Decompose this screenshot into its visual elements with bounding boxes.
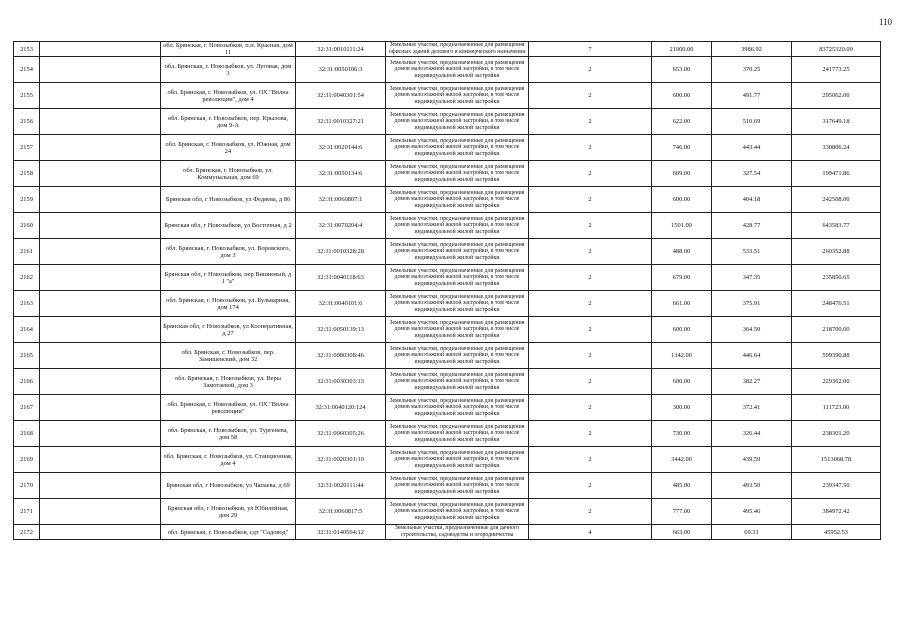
cadastral-number-cell: 32:31:0050134:6 bbox=[296, 161, 386, 187]
cadastral-number-cell: 32:31:0020301:10 bbox=[296, 447, 386, 473]
use-code-cell: 2 bbox=[529, 317, 652, 343]
use-code-cell: 7 bbox=[529, 42, 652, 57]
cadastral-number-cell: 32:31:0040118:63 bbox=[296, 265, 386, 291]
blank-cell bbox=[40, 473, 161, 499]
unit-value-cell: 493.50 bbox=[712, 473, 792, 499]
use-code-cell: 2 bbox=[529, 421, 652, 447]
address-cell: обл. Брянская, г. Новозыбков, пер. Крылова, дом 9-А bbox=[161, 109, 296, 135]
row-number-cell: 2156 bbox=[14, 109, 40, 135]
cadastral-value-cell: 317649.18 bbox=[792, 109, 881, 135]
row-number-cell: 2154 bbox=[14, 57, 40, 83]
cadastral-number-cell: 32:31:0060305:26 bbox=[296, 421, 386, 447]
address-cell: обл. Брянская, г. Новозыбков, ул. Веры Замотаевой, дом 3 bbox=[161, 369, 296, 395]
land-registry-table bbox=[13, 41, 881, 540]
address-cell: обл. Брянская, г. Новозыбков, ул. Бульварная, дом 174 bbox=[161, 291, 296, 317]
use-code-cell: 2 bbox=[529, 499, 652, 525]
cadastral-value-cell: 199471.86 bbox=[792, 161, 881, 187]
row-number-cell: 2161 bbox=[14, 239, 40, 265]
use-code-cell: 2 bbox=[529, 135, 652, 161]
blank-cell bbox=[40, 499, 161, 525]
area-cell: 777.00 bbox=[652, 499, 712, 525]
cadastral-number-cell: 32:31:0020144:6 bbox=[296, 135, 386, 161]
cadastral-value-cell: 260352.88 bbox=[792, 239, 881, 265]
cadastral-number-cell: 32:31:0060817:5 bbox=[296, 499, 386, 525]
cadastral-number-cell: 32:31:0040120:124 bbox=[296, 395, 386, 421]
row-number-cell: 2170 bbox=[14, 473, 40, 499]
table-row bbox=[14, 499, 881, 525]
cadastral-value-cell: 218700.00 bbox=[792, 317, 881, 343]
blank-cell bbox=[40, 135, 161, 161]
address-cell: обл. Брянская, г. Новозыбков, ул. ОХ "Волна революции" bbox=[161, 395, 296, 421]
blank-cell bbox=[40, 421, 161, 447]
page-number: 110 bbox=[878, 17, 892, 27]
area-cell: 746.00 bbox=[652, 135, 712, 161]
use-code-cell: 2 bbox=[529, 343, 652, 369]
use-code-cell: 2 bbox=[529, 395, 652, 421]
cadastral-number-cell: 32:31:0060807:1 bbox=[296, 187, 386, 213]
row-number-cell: 2167 bbox=[14, 395, 40, 421]
address-cell: обл. Брянская, г. Новозыбков, ул. Луговая, дом 3 bbox=[161, 57, 296, 83]
table-row bbox=[14, 525, 881, 540]
unit-value-cell: 533.51 bbox=[712, 239, 792, 265]
cadastral-number-cell: 32:31:0010111:24 bbox=[296, 42, 386, 57]
use-code-cell: 2 bbox=[529, 57, 652, 83]
unit-value-cell: 372.41 bbox=[712, 395, 792, 421]
use-code-cell: 2 bbox=[529, 83, 652, 109]
land-use-cell: Земельные участки, предназначенные для размещения домов малоэтажной жилой застройки, в том числе индивидуальной жилой застройки bbox=[386, 421, 529, 447]
land-use-cell: Земельные участки, предназначенные для размещения домов малоэтажной жилой застройки, в том числе индивидуальной жилой застройки bbox=[386, 447, 529, 473]
row-number-cell: 2160 bbox=[14, 213, 40, 239]
blank-cell bbox=[40, 343, 161, 369]
cadastral-value-cell: 248476.51 bbox=[792, 291, 881, 317]
address-cell: обл. Брянская, г. Новозыбков, ул. ОХ "Волна революции", дом 4 bbox=[161, 83, 296, 109]
unit-value-cell: 382.27 bbox=[712, 369, 792, 395]
unit-value-cell: 69.31 bbox=[712, 525, 792, 540]
area-cell: 21000.00 bbox=[652, 42, 712, 57]
blank-cell bbox=[40, 213, 161, 239]
blank-cell bbox=[40, 57, 161, 83]
unit-value-cell: 428.77 bbox=[712, 213, 792, 239]
land-use-cell: Земельные участки, предназначенные для размещения домов малоэтажной жилой застройки, в том числе индивидуальной жилой застройки bbox=[386, 135, 529, 161]
cadastral-value-cell: 242508.00 bbox=[792, 187, 881, 213]
land-use-cell: Земельные участки, предназначенные для размещения офисных зданий делового и коммерческого назначения bbox=[386, 42, 529, 57]
address-cell: обл. Брянская, г. Новозыбков, ул. Тургенева, дом 58 bbox=[161, 421, 296, 447]
area-cell: 600.00 bbox=[652, 369, 712, 395]
cadastral-number-cell: 32:31:0040301:54 bbox=[296, 83, 386, 109]
table-row bbox=[14, 291, 881, 317]
row-number-cell: 2159 bbox=[14, 187, 40, 213]
use-code-cell: 2 bbox=[529, 473, 652, 499]
cadastral-number-cell: 32:31:0030303:13 bbox=[296, 369, 386, 395]
row-number-cell: 2158 bbox=[14, 161, 40, 187]
land-use-cell: Земельные участки, предназначенные для размещения домов малоэтажной жилой застройки, в том числе индивидуальной жилой застройки bbox=[386, 83, 529, 109]
blank-cell bbox=[40, 447, 161, 473]
table-row bbox=[14, 135, 881, 161]
table-row bbox=[14, 317, 881, 343]
area-cell: 485.00 bbox=[652, 473, 712, 499]
blank-cell bbox=[40, 161, 161, 187]
area-cell: 663.00 bbox=[652, 525, 712, 540]
use-code-cell: 2 bbox=[529, 109, 652, 135]
area-cell: 661.00 bbox=[652, 291, 712, 317]
cadastral-value-cell: 239347.50 bbox=[792, 473, 881, 499]
cadastral-number-cell: 32:31:0050106:3 bbox=[296, 57, 386, 83]
area-cell: 622.00 bbox=[652, 109, 712, 135]
cadastral-value-cell: 238301.20 bbox=[792, 421, 881, 447]
use-code-cell: 2 bbox=[529, 369, 652, 395]
unit-value-cell: 375.91 bbox=[712, 291, 792, 317]
unit-value-cell: 510.69 bbox=[712, 109, 792, 135]
unit-value-cell: 439.59 bbox=[712, 447, 792, 473]
table-row bbox=[14, 343, 881, 369]
table-row bbox=[14, 369, 881, 395]
blank-cell bbox=[40, 239, 161, 265]
blank-cell bbox=[40, 265, 161, 291]
cadastral-number-cell: 32:31:0070204:4 bbox=[296, 213, 386, 239]
unit-value-cell: 364.50 bbox=[712, 317, 792, 343]
land-use-cell: Земельные участки, предназначенные для размещения домов малоэтажной жилой застройки, в том числе индивидуальной жилой застройки bbox=[386, 343, 529, 369]
land-use-cell: Земельные участки, предназначенные для размещения домов малоэтажной жилой застройки, в том числе индивидуальной жилой застройки bbox=[386, 499, 529, 525]
land-use-cell: Земельные участки, предназначенные для размещения домов малоэтажной жилой застройки, в том числе индивидуальной жилой застройки bbox=[386, 239, 529, 265]
address-cell: Брянская обл, г Новозыбков, ул Юбилейная, дом 29 bbox=[161, 499, 296, 525]
row-number-cell: 2171 bbox=[14, 499, 40, 525]
blank-cell bbox=[40, 83, 161, 109]
unit-value-cell: 326.44 bbox=[712, 421, 792, 447]
table-row bbox=[14, 421, 881, 447]
area-cell: 1342.00 bbox=[652, 343, 712, 369]
land-use-cell: Земельные участки, предназначенные для размещения домов малоэтажной жилой застройки, в том числе индивидуальной жилой застройки bbox=[386, 473, 529, 499]
table-body bbox=[14, 42, 881, 540]
cadastral-number-cell: 32:31:0020111:44 bbox=[296, 473, 386, 499]
table-row bbox=[14, 395, 881, 421]
unit-value-cell: 495.46 bbox=[712, 499, 792, 525]
area-cell: 1501.00 bbox=[652, 213, 712, 239]
cadastral-value-cell: 1513068.78 bbox=[792, 447, 881, 473]
row-number-cell: 2172 bbox=[14, 525, 40, 540]
blank-cell bbox=[40, 317, 161, 343]
area-cell: 600.00 bbox=[652, 317, 712, 343]
area-cell: 679.00 bbox=[652, 265, 712, 291]
cadastral-number-cell: 32:31:0040101:6 bbox=[296, 291, 386, 317]
use-code-cell: 2 bbox=[529, 447, 652, 473]
use-code-cell: 2 bbox=[529, 265, 652, 291]
area-cell: 609.00 bbox=[652, 161, 712, 187]
table-row bbox=[14, 42, 881, 57]
blank-cell bbox=[40, 525, 161, 540]
table-row bbox=[14, 447, 881, 473]
cadastral-number-cell: 32:31:0050139:13 bbox=[296, 317, 386, 343]
address-cell: Брянская обл, г Новозыбков, ул Чапаева, д 69 bbox=[161, 473, 296, 499]
cadastral-value-cell: 643583.77 bbox=[792, 213, 881, 239]
unit-value-cell: 491.77 bbox=[712, 83, 792, 109]
unit-value-cell: 446.64 bbox=[712, 343, 792, 369]
area-cell: 730.00 bbox=[652, 421, 712, 447]
use-code-cell: 4 bbox=[529, 525, 652, 540]
cadastral-value-cell: 295062.00 bbox=[792, 83, 881, 109]
land-use-cell: Земельные участки, предназначенные для размещения домов малоэтажной жилой застройки, в том числе индивидуальной жилой застройки bbox=[386, 161, 529, 187]
land-use-cell: Земельные участки, предназначенные для размещения домов малоэтажной жилой застройки, в том числе индивидуальной жилой застройки bbox=[386, 57, 529, 83]
area-cell: 653.00 bbox=[652, 57, 712, 83]
area-cell: 600.00 bbox=[652, 187, 712, 213]
row-number-cell: 2153 bbox=[14, 42, 40, 57]
cadastral-value-cell: 45952.53 bbox=[792, 525, 881, 540]
cadastral-number-cell: 32:31:0080308:46 bbox=[296, 343, 386, 369]
row-number-cell: 2163 bbox=[14, 291, 40, 317]
cadastral-value-cell: 241773.25 bbox=[792, 57, 881, 83]
table-row bbox=[14, 213, 881, 239]
area-cell: 488.00 bbox=[652, 239, 712, 265]
address-cell: обл. Брянская, г. Новозыбков, ул. Станционная, дом 4 bbox=[161, 447, 296, 473]
unit-value-cell: 327.54 bbox=[712, 161, 792, 187]
use-code-cell: 2 bbox=[529, 187, 652, 213]
address-cell: обл. Брянская, г. Новозыбков, ул. Воровского, дом 3 bbox=[161, 239, 296, 265]
unit-value-cell: 3986.92 bbox=[712, 42, 792, 57]
address-cell: обл. Брянская, г. Новозыбков, ул. Коммунальная, дом 69 bbox=[161, 161, 296, 187]
table-row bbox=[14, 473, 881, 499]
land-use-cell: Земельные участки, предназначенные для размещения домов малоэтажной жилой застройки, в том числе индивидуальной жилой застройки bbox=[386, 395, 529, 421]
blank-cell bbox=[40, 187, 161, 213]
table-row bbox=[14, 187, 881, 213]
area-cell: 600.00 bbox=[652, 83, 712, 109]
use-code-cell: 2 bbox=[529, 161, 652, 187]
land-use-cell: Земельные участки, предназначенные для размещения домов малоэтажной жилой застройки, в том числе индивидуальной жилой застройки bbox=[386, 213, 529, 239]
row-number-cell: 2155 bbox=[14, 83, 40, 109]
land-use-cell: Земельные участки, предназначенные для дачного строительства, садоводства и огородничества bbox=[386, 525, 529, 540]
use-code-cell: 2 bbox=[529, 291, 652, 317]
blank-cell bbox=[40, 42, 161, 57]
area-cell: 3442.00 bbox=[652, 447, 712, 473]
table-row bbox=[14, 109, 881, 135]
land-use-cell: Земельные участки, предназначенные для размещения домов малоэтажной жилой застройки, в том числе индивидуальной жилой застройки bbox=[386, 265, 529, 291]
cadastral-value-cell: 599390.88 bbox=[792, 343, 881, 369]
cadastral-value-cell: 83725320.00 bbox=[792, 42, 881, 57]
table-row bbox=[14, 239, 881, 265]
area-cell: 300.00 bbox=[652, 395, 712, 421]
address-cell: Брянская обл, г Новозыбков, ул Восточная, д 2 bbox=[161, 213, 296, 239]
table-row bbox=[14, 57, 881, 83]
cadastral-number-cell: 32:31:0140504:12 bbox=[296, 525, 386, 540]
unit-value-cell: 347.35 bbox=[712, 265, 792, 291]
address-cell: обл. Брянская, г. Новозыбков, п.п. Красная, дом 11 bbox=[161, 42, 296, 57]
table-row bbox=[14, 161, 881, 187]
row-number-cell: 2165 bbox=[14, 343, 40, 369]
use-code-cell: 2 bbox=[529, 239, 652, 265]
address-cell: обл. Брянская, г. Новозыбков, ул. Южная, дом 24 bbox=[161, 135, 296, 161]
address-cell: Брянская обл, г Новозыбков, ул Кооперативная, д 27 bbox=[161, 317, 296, 343]
cadastral-number-cell: 32:31:0010327:21 bbox=[296, 109, 386, 135]
cadastral-value-cell: 229362.00 bbox=[792, 369, 881, 395]
land-use-cell: Земельные участки, предназначенные для размещения домов малоэтажной жилой застройки, в том числе индивидуальной жилой застройки bbox=[386, 187, 529, 213]
row-number-cell: 2157 bbox=[14, 135, 40, 161]
land-use-cell: Земельные участки, предназначенные для размещения домов малоэтажной жилой застройки, в том числе индивидуальной жилой застройки bbox=[386, 369, 529, 395]
table-row bbox=[14, 265, 881, 291]
address-cell: обл. Брянская, г. Новозыбков, сдт "Садовод" bbox=[161, 525, 296, 540]
unit-value-cell: 443.44 bbox=[712, 135, 792, 161]
blank-cell bbox=[40, 369, 161, 395]
unit-value-cell: 370.25 bbox=[712, 57, 792, 83]
cadastral-number-cell: 32:31:0010328:28 bbox=[296, 239, 386, 265]
cadastral-value-cell: 111723.00 bbox=[792, 395, 881, 421]
row-number-cell: 2169 bbox=[14, 447, 40, 473]
address-cell: Брянская обл, г Новозыбков, ул Федяева, д 86 bbox=[161, 187, 296, 213]
use-code-cell: 2 bbox=[529, 213, 652, 239]
unit-value-cell: 404.18 bbox=[712, 187, 792, 213]
land-use-cell: Земельные участки, предназначенные для размещения домов малоэтажной жилой застройки, в том числе индивидуальной жилой застройки bbox=[386, 291, 529, 317]
row-number-cell: 2162 bbox=[14, 265, 40, 291]
cadastral-value-cell: 384972.42 bbox=[792, 499, 881, 525]
cadastral-value-cell: 330806.24 bbox=[792, 135, 881, 161]
blank-cell bbox=[40, 395, 161, 421]
row-number-cell: 2166 bbox=[14, 369, 40, 395]
table-row bbox=[14, 83, 881, 109]
row-number-cell: 2164 bbox=[14, 317, 40, 343]
cadastral-value-cell: 235850.65 bbox=[792, 265, 881, 291]
land-use-cell: Земельные участки, предназначенные для размещения домов малоэтажной жилой застройки, в том числе индивидуальной жилой застройки bbox=[386, 317, 529, 343]
row-number-cell: 2168 bbox=[14, 421, 40, 447]
address-cell: Брянская обл, г Новозыбков, пер Вишневый, д 1 "а" bbox=[161, 265, 296, 291]
blank-cell bbox=[40, 109, 161, 135]
blank-cell bbox=[40, 291, 161, 317]
land-use-cell: Земельные участки, предназначенные для размещения домов малоэтажной жилой застройки, в том числе индивидуальной жилой застройки bbox=[386, 109, 529, 135]
address-cell: обл. Брянская, г. Новозыбков, пер. Замишевский, дом 32 bbox=[161, 343, 296, 369]
